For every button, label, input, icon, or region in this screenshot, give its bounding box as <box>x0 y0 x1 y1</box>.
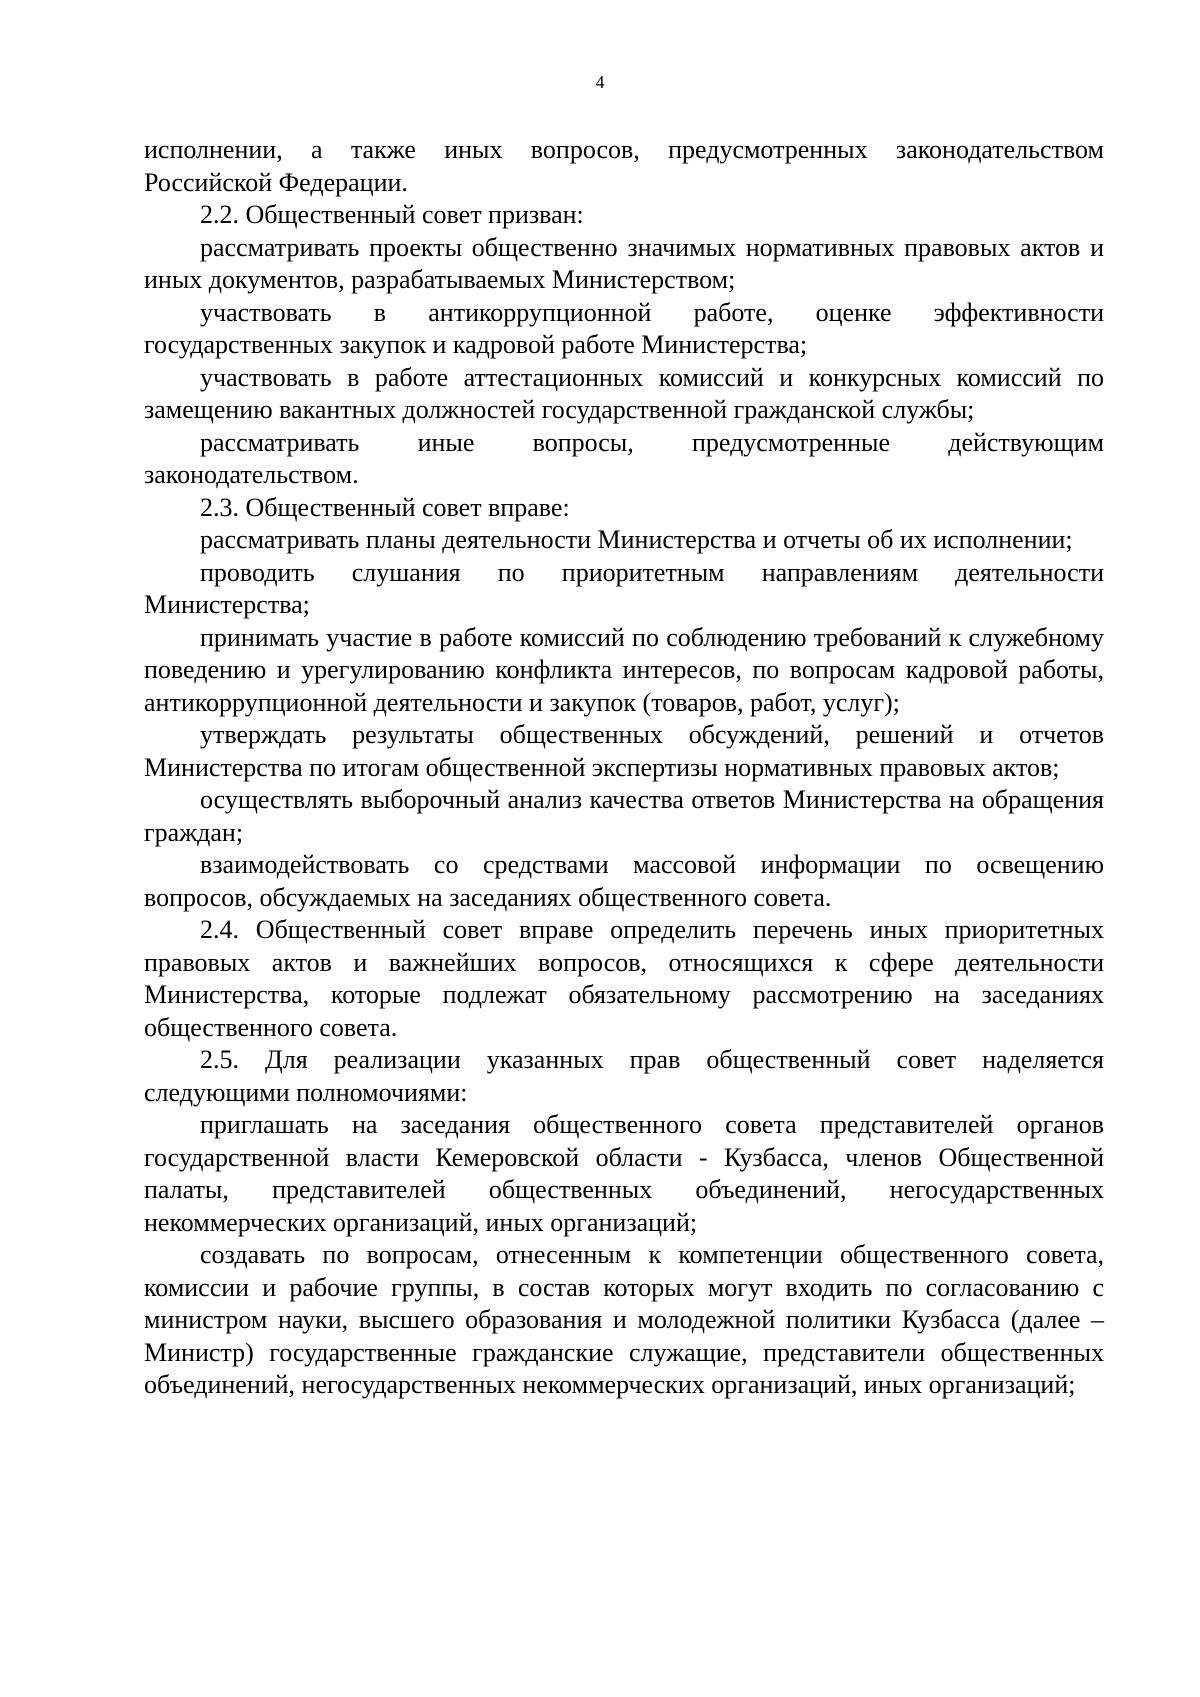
paragraph: рассматривать планы деятельности Министерства и отчеты об их исполнении; <box>200 525 1073 554</box>
paragraph: осуществлять выборочный анализ качества ответов Министерства на обращения граждан; <box>144 785 1104 847</box>
paragraph-continuation: исполнении, а также иных вопросов, предусмотренных законодательством Российской Федерации. <box>144 135 1104 197</box>
section-2-4: 2.4. Общественный совет вправе определить перечень иных приоритетных правовых актов и важнейших вопросов, относящихся к сфере деятельности Министерства, которые подлежат обязательному рассмотрению на заседаниях общественного совета. <box>144 915 1104 1042</box>
paragraph: рассматривать иные вопросы, предусмотренные действующим законодательством. <box>144 427 1104 489</box>
section-heading-2-3: 2.3. Общественный совет вправе: <box>200 492 570 522</box>
document-body <box>144 134 1104 1402</box>
section-2-5: 2.5. Для реализации указанных прав общественный совет наделяется следующими полномочиями: <box>144 1045 1104 1107</box>
paragraph: рассматривать проекты общественно значимых нормативных правовых актов и иных документов, разрабатываемых Министерством; <box>144 232 1104 294</box>
paragraph: участвовать в антикоррупционной работе, оценке эффективности государственных закупок и кадровой работе Министерства; <box>144 297 1104 359</box>
paragraph: проводить слушания по приоритетным направлениям деятельности Министерства; <box>144 557 1104 619</box>
paragraph: принимать участие в работе комиссий по соблюдению требований к служебному поведению и урегулированию конфликта интересов, по вопросам кадровой работы, антикоррупционной деятельности и закупок (товаров, работ, услуг); <box>144 622 1104 717</box>
paragraph: утверждать результаты общественных обсуждений, решений и отчетов Министерства по итогам общественной экспертизы нормативных правовых актов; <box>144 720 1104 782</box>
paragraph: создавать по вопросам, отнесенным к компетенции общественного совета, комиссии и рабочие группы, в состав которых могут входить по согласованию с министром науки, высшего образования и молодежной политики Кузбасса (далее – Министр) государственные гражданские служащие, представители общественных объединений, негосударственных некоммерческих организаций, иных организаций; <box>144 1240 1104 1399</box>
paragraph: участвовать в работе аттестационных комиссий и конкурсных комиссий по замещению вакантных должностей государственной гражданской службы; <box>144 362 1104 424</box>
page-number: 4 <box>595 72 605 92</box>
paragraph: приглашать на заседания общественного совета представителей органов государственной власти Кемеровской области - Кузбасса, членов Общественной палаты, представителей общественных объединений, негосударственных некоммерческих организаций, иных организаций; <box>144 1110 1104 1237</box>
paragraph: взаимодействовать со средствами массовой информации по освещению вопросов, обсуждаемых на заседаниях общественного совета. <box>144 850 1104 912</box>
section-heading-2-2: 2.2. Общественный совет призван: <box>200 200 584 229</box>
